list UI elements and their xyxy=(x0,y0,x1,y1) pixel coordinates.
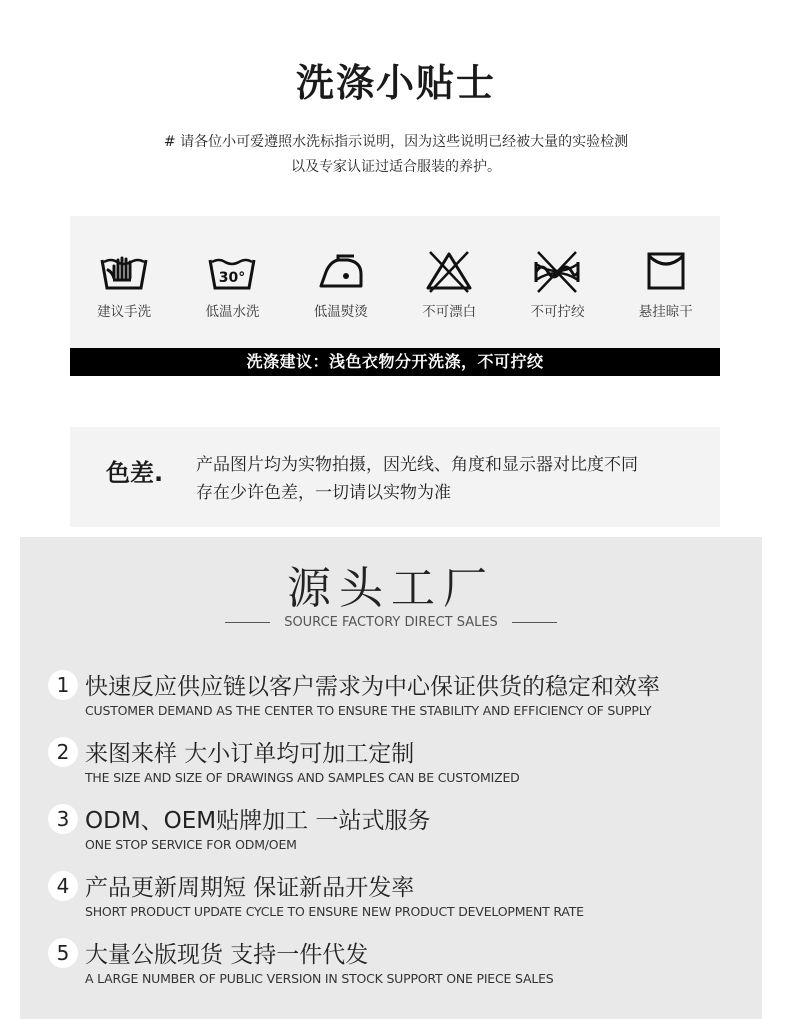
color-difference-panel xyxy=(70,427,720,527)
feature-english: ONE STOP SERVICE FOR ODM/OEM xyxy=(85,837,297,852)
color-difference-text xyxy=(196,451,716,507)
divider xyxy=(225,622,270,623)
care-label: 不可拧绞 xyxy=(530,304,585,320)
color-difference-line-2: 存在少许色差，一切请以实物为准 xyxy=(196,483,451,503)
low-iron-icon xyxy=(316,248,366,294)
feature-title: 快速反应供应链以客户需求为中心保证供货的稳定和效率 xyxy=(85,674,660,700)
hand-wash-icon xyxy=(99,248,149,294)
wash-temperature: 30° xyxy=(219,270,246,286)
feature-title: 大量公版现货 支持一件代发 xyxy=(85,942,369,968)
care-label: 低温熨烫 xyxy=(313,304,368,320)
care-icons-row xyxy=(70,248,720,338)
feature-english: SHORT PRODUCT UPDATE CYCLE TO ENSURE NEW PRODUCT DEVELOPMENT RATE xyxy=(85,904,584,919)
intro-text xyxy=(0,130,792,180)
factory-subtitle-text: SOURCE FACTORY DIRECT SALES xyxy=(284,615,498,630)
hang-dry-icon xyxy=(641,248,691,294)
feature-english: THE SIZE AND SIZE OF DRAWINGS AND SAMPLES CAN BE CUSTOMIZED xyxy=(85,770,520,785)
care-item-low-iron xyxy=(291,248,391,338)
feature-number: 3 xyxy=(48,804,78,834)
care-label: 建议手洗 xyxy=(97,304,152,320)
no-wring-icon xyxy=(532,248,582,294)
feature-title: 来图来样 大小订单均可加工定制 xyxy=(85,741,415,767)
no-bleach-icon xyxy=(424,248,474,294)
care-instructions-panel xyxy=(70,216,720,376)
care-item-wash-30 xyxy=(182,248,282,338)
intro-line-2: 以及专家认证过适合服装的养护。 xyxy=(291,159,501,175)
feature-number: 2 xyxy=(48,737,78,767)
feature-title: 产品更新周期短 保证新品开发率 xyxy=(85,875,415,901)
feature-english: A LARGE NUMBER OF PUBLIC VERSION IN STOCK SUPPORT ONE PIECE SALES xyxy=(85,971,554,986)
care-label: 悬挂晾干 xyxy=(638,304,693,320)
color-difference-line-1: 产品图片均为实物拍摄，因光线、角度和显示器对比度不同 xyxy=(196,455,638,475)
intro-line-1: # 请各位小可爱遵照水洗标指示说明，因为这些说明已经被大量的实验检测 xyxy=(163,134,629,150)
feature-number: 4 xyxy=(48,871,78,901)
color-difference-title: 色差. xyxy=(106,459,164,487)
feature-number: 1 xyxy=(48,670,78,700)
wash-advice-bar: 洗涤建议：浅色衣物分开洗涤，不可拧绞 xyxy=(70,348,720,376)
care-item-hand-wash xyxy=(74,248,174,338)
care-label: 不可漂白 xyxy=(422,304,477,320)
factory-subtitle xyxy=(20,615,762,630)
page-title: 洗涤小贴士 xyxy=(295,61,496,105)
feature-title: ODM、OEM贴牌加工 一站式服务 xyxy=(85,808,431,834)
divider xyxy=(512,622,557,623)
care-item-hang-dry xyxy=(616,248,716,338)
factory-title: 源头工厂 xyxy=(287,563,495,614)
care-item-no-bleach xyxy=(399,248,499,338)
feature-number: 5 xyxy=(48,938,78,968)
feature-english: CUSTOMER DEMAND AS THE CENTER TO ENSURE THE STABILITY AND EFFICIENCY OF SUPPLY xyxy=(85,703,652,718)
care-item-no-wring xyxy=(507,248,607,338)
care-label: 低温水洗 xyxy=(205,304,260,320)
wash-30-icon xyxy=(207,248,257,294)
factory-section xyxy=(20,537,762,1019)
